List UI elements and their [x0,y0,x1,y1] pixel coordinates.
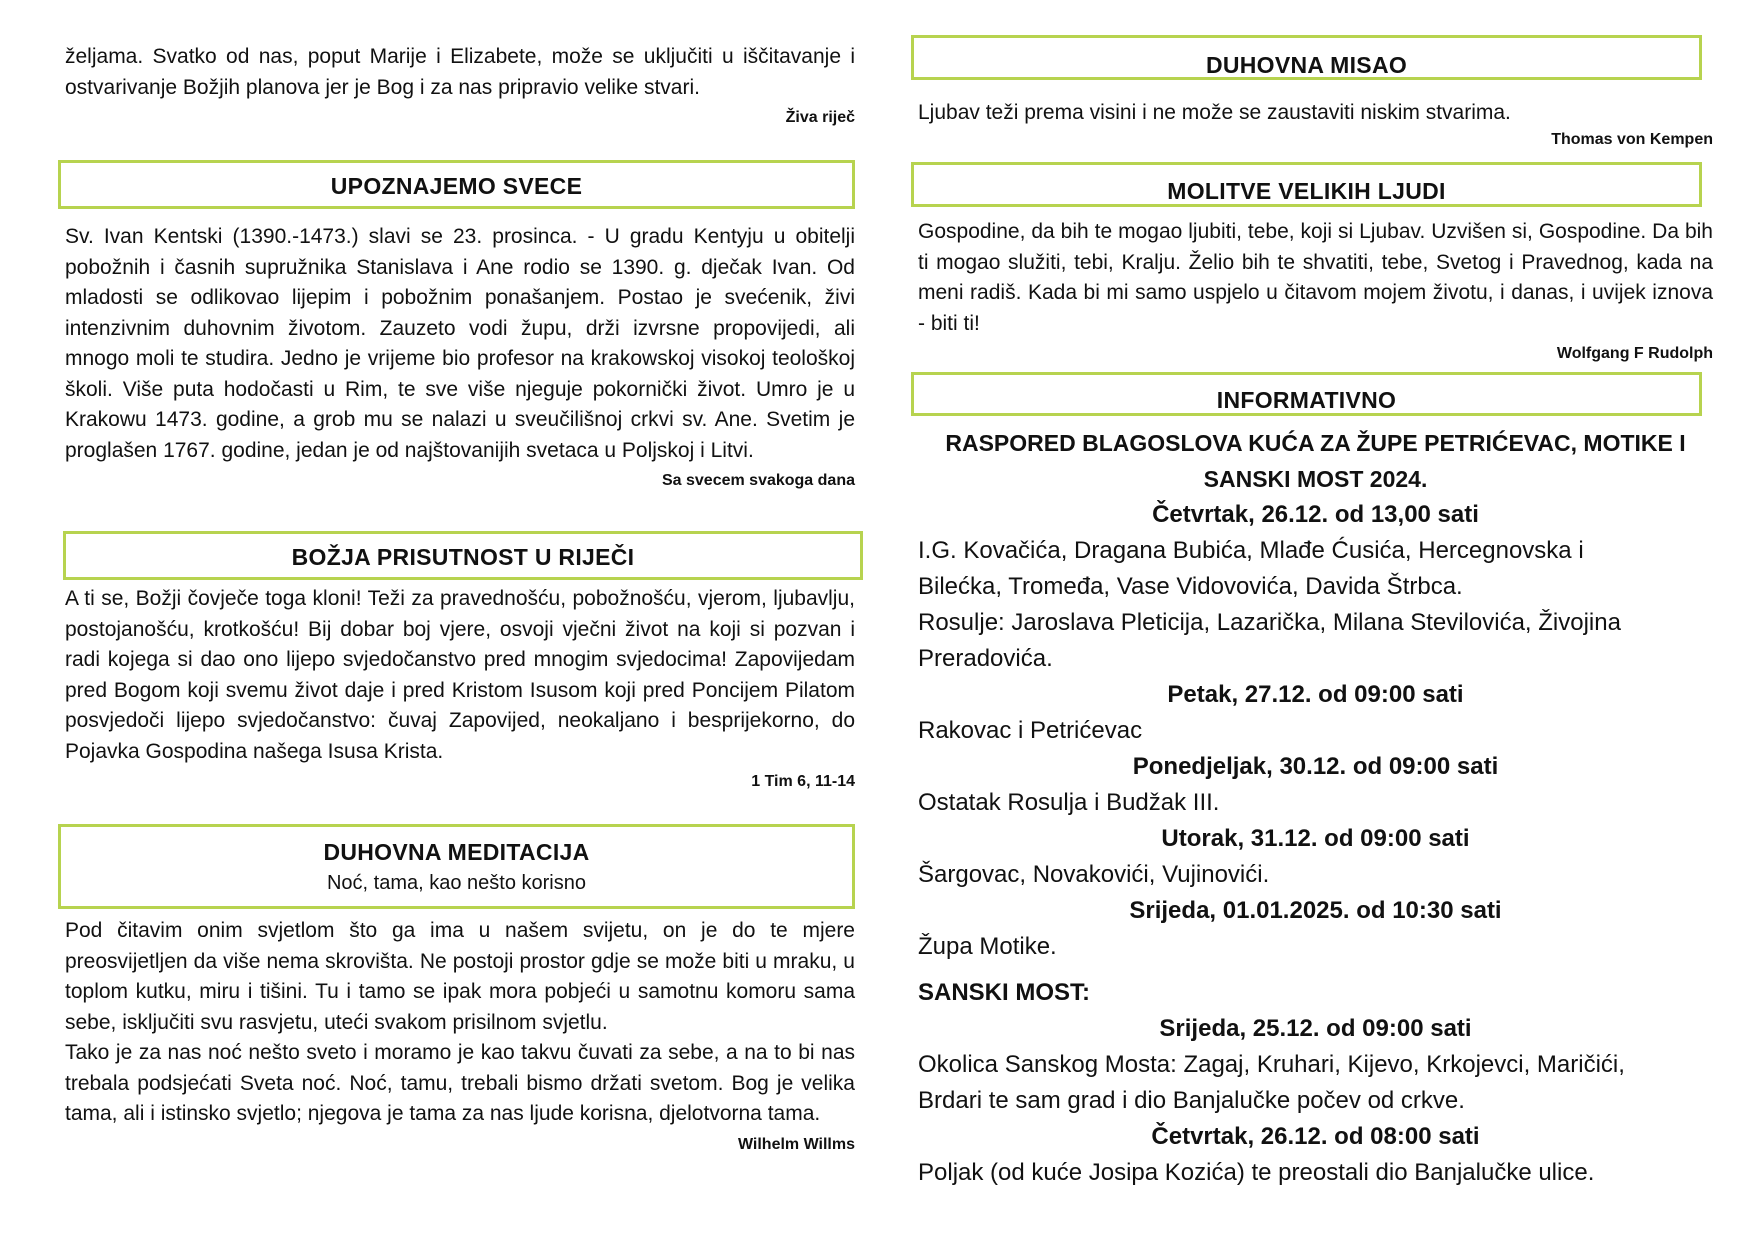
meditation-section [65,916,855,1156]
day-5: Srijeda, 01.01.2025. od 10:30 sati [1129,897,1502,924]
day-6-line-2: Brdari te sam grad i dio Banjalučke počev od crkve. [918,1087,1465,1114]
day-4-line-1: Šargovac, Novakovići, Vujinovići. [918,861,1270,888]
presence-title-box [63,531,863,580]
intro-source: Živa riječ [785,109,855,126]
thought-title-box [911,35,1702,80]
meditation-title-box [58,824,855,909]
sanski-most-label: SANSKI MOST: [918,979,1091,1006]
saints-source: Sa svecem svakoga dana [661,472,855,489]
thought-title: DUHOVNA MISAO [1205,52,1408,78]
prayers-source: Wolfgang F Rudolph [1556,345,1713,362]
saints-title-box [58,160,855,209]
intro-text: željama. Svatko od nas, poput Marije i Elizabete, može se uključiti u iščitavanje i ostvarivanje Božjih planova jer je Bog i za nas pripravio velike stvari. [65,45,855,99]
day-7-line-1: Poljak (od kuće Josipa Kozića) te preostali dio Banjalučke ulice. [918,1159,1595,1186]
meditation-subtitle: Noć, tama, kao nešto korisno [326,872,586,894]
presence-source: 1 Tim 6, 11-14 [751,773,855,790]
info-heading-2: SANSKI MOST 2024. [1203,466,1428,492]
info-heading-1: RASPORED BLAGOSLOVA KUĆA ZA ŽUPE PETRIĆEVAC, MOTIKE I [945,430,1686,456]
meditation-text-1: Pod čitavim onim svjetlom što ga ima u našem svijetu, on je do te mjere preosvijetljen da više nema skrovišta. Ne postoji prostor gdje se može biti u mraku, u toplom kutku, miru i tišini. Tu i tamo se ipak mora pobjeći u samotnu komoru sama sebe, isključiti svu rasvjetu, uteći svakom prisilnom svjetlu. [65,919,855,1034]
day-2: Petak, 27.12. od 09:00 sati [1167,681,1464,708]
info-section [918,425,1713,1191]
presence-text: A ti se, Božji čovječe toga kloni! Teži za pravednošću, pobožnošću, vjerom, ljubavlju, postojanošću, krotkošću! Bij dobar boj vjere, osvoji vječni život na koji si pozvan i radi kojega si dao ono lijepo svjedočanstvo pred mnogim svjedocima! Zapovijedam pred Bogom koji svemu život daje i pred Kristom Isusom koji pred Poncijem Pilatom posvjedoči lijepo svjedočanstvo: čuvaj Zapovijed, neokaljano i besprijekorno, do Pojavka Gospodina našega Isusa Krista. [65,587,855,763]
day-1-line-2: Bilećka, Tromeđa, Vase Vidovovića, Davida Štrbca. [918,573,1463,600]
day-1-line-4: Preradovića. [918,645,1053,672]
thought-section [918,98,1713,151]
day-5-line-1: Župa Motike. [918,933,1057,960]
day-6: Srijeda, 25.12. od 09:00 sati [1159,1015,1472,1042]
meditation-source: Wilhelm Willms [737,1135,855,1153]
day-6-line-1: Okolica Sanskog Mosta: Zagaj, Kruhari, Kijevo, Krkojevci, Maričići, [918,1051,1625,1078]
thought-text: Ljubav teži prema visini i ne može se zaustaviti niskim stvarima. [918,101,1511,124]
saints-section [65,222,855,492]
thought-source: Thomas von Kempen [1551,130,1713,148]
info-title: INFORMATIVNO [1216,387,1397,413]
saints-title: UPOZNAJEMO SVECE [330,173,583,199]
saints-text: Sv. Ivan Kentski (1390.-1473.) slavi se 23. prosinca. - U gradu Kentyju u obitelji pobožnih i časnih supružnika Stanislava i Ane rodio se 1390. g. dječak Ivan. Od mladosti se odlikovao lijepim i pobožnim ponašanjem. Postao je svećenik, živi intenzivnim duhovnim životom. Zauzeto vodi župu, drži izvrsne propovijedi, ali mnogo moli te studira. Jedno je vrijeme bio profesor na krakowskoj visokoj teološkoj školi. Više puta hodočasti u Rim, te sve više njeguje pokornički život. Umro je u Krakowu 1473. godine, a grob mu se nalazi u sveučilišnoj crkvi sv. Ane. Svetim je proglašen 1767. godine, jedan je od najštovanijih svetaca u Poljskoj i Litvi. [65,225,855,462]
prayers-title-box [911,162,1702,207]
day-7: Četvrtak, 26.12. od 08:00 sati [1151,1123,1480,1150]
meditation-title: DUHOVNA MEDITACIJA [323,839,590,865]
prayers-title: MOLITVE VELIKIH LJUDI [1167,178,1446,204]
day-4: Utorak, 31.12. od 09:00 sati [1161,825,1470,852]
meditation-text-2: Tako je za nas noć nešto sveto i moramo je kao takvu čuvati za sebe, a na to bi nas trebala podsjećati Sveta noć. Noć, tamu, trebali bismo držati svetom. Bog je velika tama, ali i istinsko svjetlo; njegova je tama za nas ljude korisna, djelotvorna tama. [65,1041,855,1125]
prayers-text: Gospodine, da bih te mogao ljubiti, tebe, koji si Ljubav. Uzvišen si, Gospodine. Da bih ti mogao služiti, tebi, Kralju. Želio bih te shvatiti, tebe, Svetog i Pravednog, kada na meni radiš. Kada bi mi samo uspjelo u čitavom mojem životu, i danas, i uvijek iznova - biti ti! [918,220,1713,335]
presence-section [65,584,855,793]
day-1-line-1: I.G. Kovačića, Dragana Bubića, Mlađe Ćusića, Hercegnovska i [918,537,1584,564]
presence-title: BOŽJA PRISUTNOST U RIJEČI [291,544,635,570]
day-2-line-1: Rakovac i Petrićevac [918,717,1143,744]
day-3: Ponedjeljak, 30.12. od 09:00 sati [1132,753,1499,780]
day-1: Četvrtak, 26.12. od 13,00 sati [1152,501,1479,528]
intro-section [65,42,855,129]
prayers-section [918,217,1713,365]
day-3-line-1: Ostatak Rosulja i Budžak III. [918,789,1220,816]
info-title-box [911,372,1702,416]
day-1-line-3: Rosulje: Jaroslava Pleticija, Lazarička, Milana Stevilovića, Živojina [918,609,1621,636]
